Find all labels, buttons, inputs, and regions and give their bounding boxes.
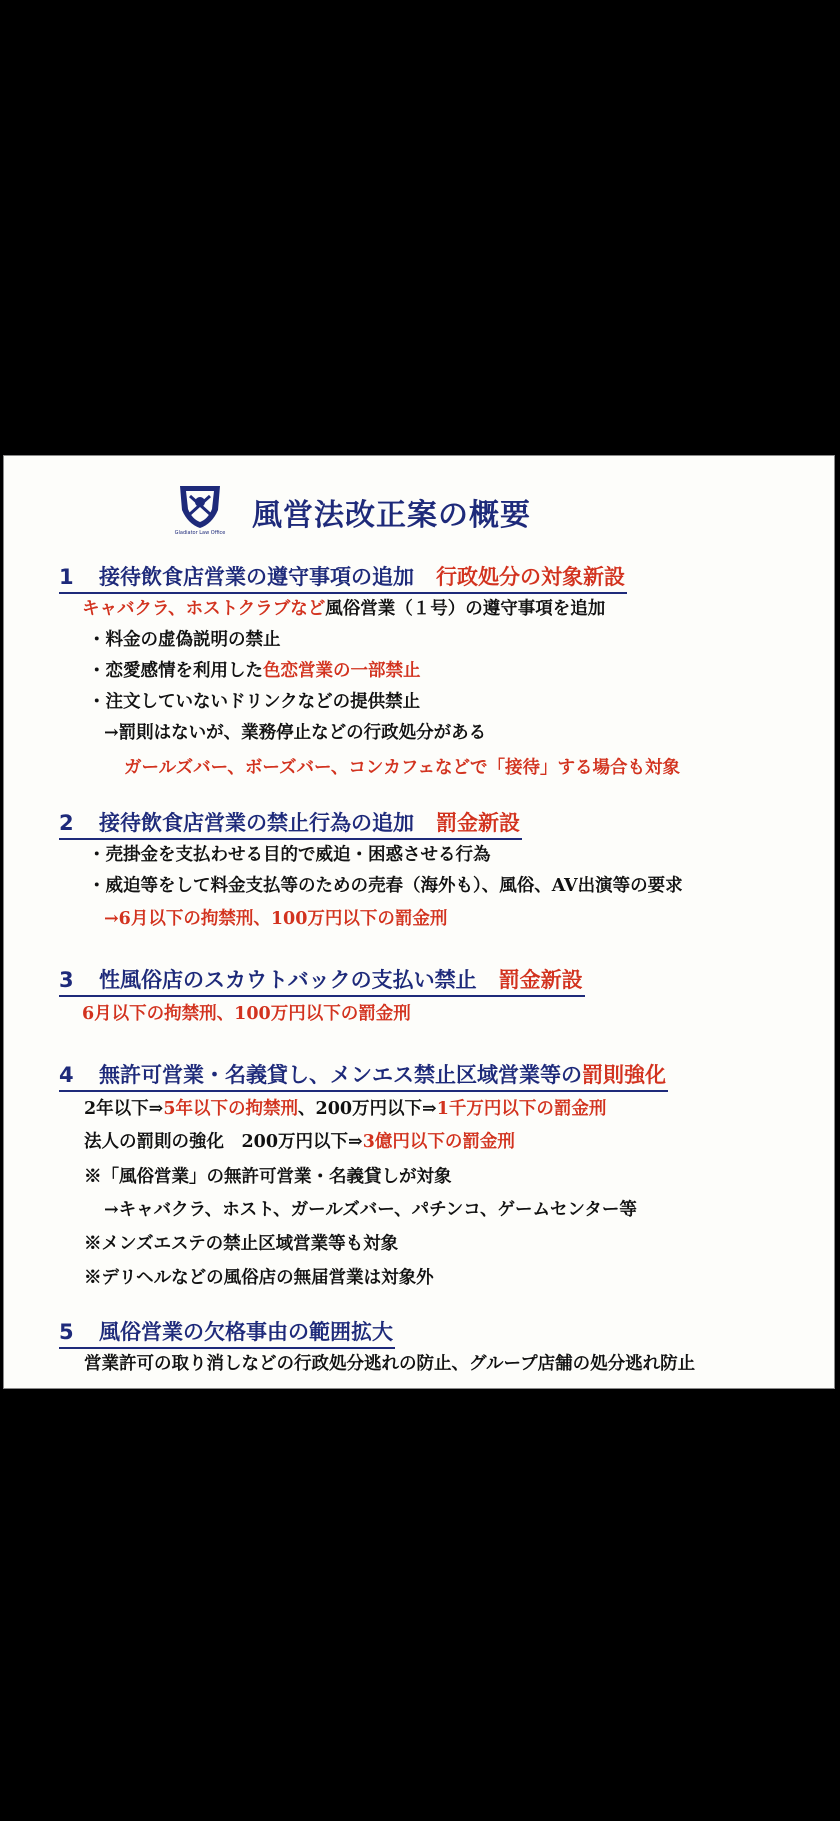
section-line: 6月以下の拘禁刑、100万円以下の罰金刑: [82, 1004, 411, 1024]
section-number: 5: [59, 1320, 74, 1344]
section-title: 無許可営業・名義貸し、メンエス禁止区域営業等の: [99, 1063, 582, 1087]
section-line: ・注文していないドリンクなどの提供禁止: [88, 692, 421, 712]
section-heading: [59, 965, 585, 997]
section-line: 営業許可の取り消しなどの行政処分逃れの防止、グループ店舗の処分逃れ防止: [84, 1354, 696, 1374]
section-title: 接待飲食店営業の遵守事項の追加: [99, 565, 414, 589]
section-line: ※メンズエステの禁止区域営業等も対象: [84, 1234, 399, 1254]
section-line: キャバクラ、ホストクラブなど風俗営業（１号）の遵守事項を追加: [82, 599, 606, 619]
section-number: 4: [59, 1063, 74, 1087]
section-title: 風俗営業の欠格事由の範囲拡大: [99, 1320, 393, 1344]
section-line: →6月以下の拘禁刑、100万円以下の罰金刑: [104, 909, 448, 929]
section-title: 性風俗店のスカウトバックの支払い禁止: [99, 968, 477, 992]
section-number: 2: [59, 811, 74, 835]
section-heading: [59, 562, 627, 594]
section-title: 接待飲食店営業の禁止行為の追加: [99, 811, 414, 835]
section-line: ・売掛金を支払わせる目的で威迫・困惑させる行為: [88, 845, 491, 865]
section-line: ※「風俗営業」の無許可営業・名義貸しが対象: [84, 1167, 452, 1187]
section-line: →罰則はないが、業務停止などの行政処分がある: [104, 723, 487, 743]
shield-logo-icon: [172, 480, 228, 536]
logo-caption: Gladiator Law Office: [174, 530, 226, 536]
section-heading: [59, 1317, 395, 1349]
slide-header: [4, 480, 834, 540]
section-heading: [59, 1060, 668, 1092]
section-line: 2年以下⇒5年以下の拘禁刑、200万円以下⇒1千万円以下の罰金刑: [84, 1099, 607, 1119]
section-line: ガールズバー、ボーズバー、コンカフェなどで「接待」する場合も対象: [124, 758, 680, 778]
section-line: ・料金の虚偽説明の禁止: [88, 630, 281, 650]
section-tag: 行政処分の対象新設: [436, 565, 625, 589]
section-tag: 罰金新設: [436, 811, 520, 835]
slide: [3, 455, 835, 1389]
section-line: ・威迫等をして料金支払等のための売春（海外も）、風俗、AV出演等の要求: [88, 876, 683, 896]
section-heading: [59, 808, 522, 840]
section-line: ※デリヘルなどの風俗店の無届営業は対象外: [84, 1268, 434, 1288]
page-title: 風営法改正案の概要: [252, 498, 531, 533]
section-number: 1: [59, 565, 74, 589]
section-number: 3: [59, 968, 74, 992]
section-tag: 罰金新設: [498, 968, 583, 992]
section-line: →キャバクラ、ホスト、ガールズバー、パチンコ、ゲームセンター等: [104, 1200, 637, 1220]
section-line: ・恋愛感情を利用した色恋営業の一部禁止: [88, 661, 421, 681]
section-line: 法人の罰則の強化 200万円以下⇒3億円以下の罰金刑: [84, 1132, 515, 1152]
section-tag: 罰則強化: [582, 1063, 666, 1087]
